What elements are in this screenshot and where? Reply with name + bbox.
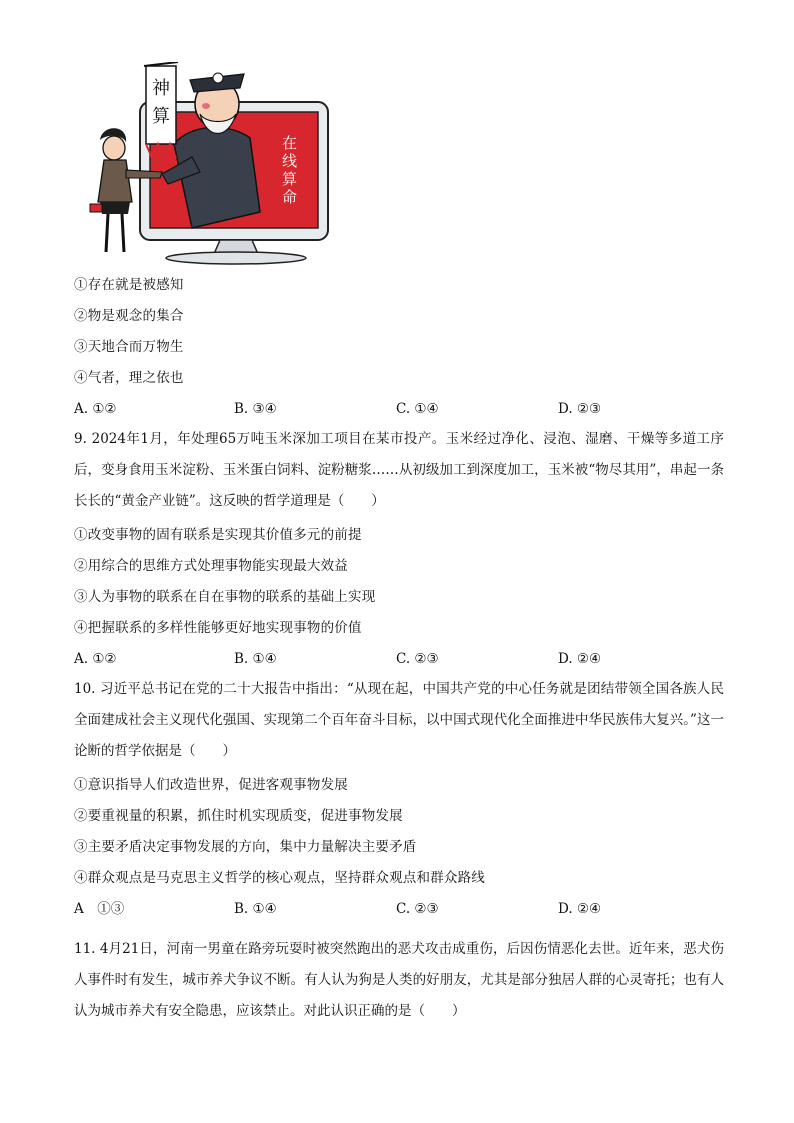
q9-item-2: ②用综合的思维方式处理事物能实现最大效益	[74, 558, 348, 574]
q10-item-3: ③主要矛盾决定事物发展的方向，集中力量解决主要矛盾	[74, 839, 417, 855]
q10-option-c[interactable]: C. ②③	[396, 901, 439, 917]
q10-stem: 10. 习近平总书记在党的二十大报告中指出：“从现在起，中国共产党的中心任务就是团结带领全国各族人民全面建成社会主义现代化强国、实现第二个百年奋斗目标，以中国式现代化全面推进中华民族伟大复兴。”这一论断的哲学依据是（ ）	[74, 681, 724, 759]
q8-option-a[interactable]: A. ①②	[74, 401, 117, 417]
q10-item-4: ④群众观点是马克思主义哲学的核心观点，坚持群众观点和群众路线	[74, 870, 485, 886]
q9-option-b[interactable]: B. ①④	[234, 651, 277, 667]
q8-option-d[interactable]: D. ②③	[558, 401, 602, 417]
q8-option-c[interactable]: C. ①④	[396, 401, 439, 417]
screen-text-2: 线	[282, 152, 298, 170]
q8-item-1: ①存在就是被感知	[74, 277, 184, 293]
q9-item-4: ④把握联系的多样性能够更好地实现事物的价值	[74, 620, 362, 636]
q9-item-1: ①改变事物的固有联系是实现其价值多元的前提	[74, 527, 362, 543]
q10-option-d[interactable]: D. ②④	[558, 901, 602, 917]
q11-stem: 11. 4月21日，河南一男童在路旁玩耍时被突然跑出的恶犬攻击成重伤，后因伤情恶化去世。近年来，恶犬伤人事件时有发生，城市养犬争议不断。有人认为狗是人类的好朋友，尤其是部分独居人群的心灵寄托；也有人认为城市养犬有安全隐患，应该禁止。对此认识正确的是（ ）	[74, 941, 724, 1019]
q8-item-3: ③天地合而万物生	[74, 339, 184, 355]
q9-item-3: ③人为事物的联系在自在事物的联系的基础上实现	[74, 589, 376, 605]
q8-item-4: ④气者，理之依也	[74, 370, 184, 386]
q9-stem: 9. 2024年1月，年处理65万吨玉米深加工项目在某市投产。玉米经过净化、浸泡、湿磨、干燥等多道工序后，变身食用玉米淀粉、玉米蛋白饲料、淀粉糖浆……从初级加工到深度加工，玉米被“物尽其用”，串起一条长长的“黄金产业链”。这反映的哲学道理是（ ）	[74, 431, 724, 509]
q9-option-c[interactable]: C. ②③	[396, 651, 439, 667]
q8-item-2: ②物是观念的集合	[74, 308, 184, 324]
q10-item-2: ②要重视量的积累，抓住时机实现质变，促进事物发展	[74, 808, 403, 824]
q9-option-d[interactable]: D. ②④	[558, 651, 602, 667]
q10-item-1: ①意识指导人们改造世界，促进客观事物发展	[74, 777, 348, 793]
q8-option-b[interactable]: B. ③④	[234, 401, 277, 417]
fortune-telling-cartoon	[82, 62, 334, 268]
screen-text-1: 在	[282, 134, 298, 152]
q10-option-b[interactable]: B. ①④	[234, 901, 277, 917]
q9-option-a[interactable]: A. ①②	[74, 651, 117, 667]
screen-text-3: 算	[282, 170, 298, 188]
q10-option-a[interactable]: A ①③	[74, 901, 125, 917]
scroll-text-1: 神	[152, 78, 170, 99]
screen-text-4: 命	[282, 188, 298, 206]
scroll-text-2: 算	[152, 106, 170, 127]
